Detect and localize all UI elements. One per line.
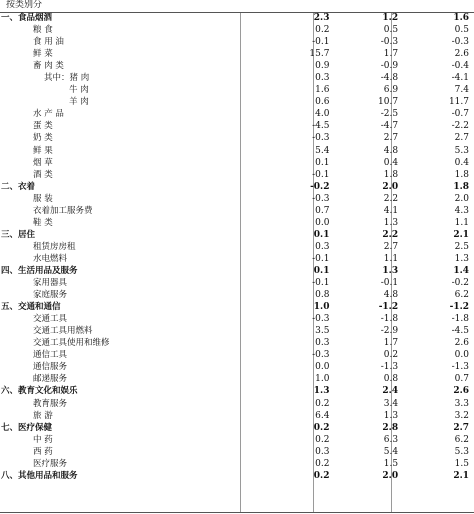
category-heading: 八、其他用品和服务 <box>1 470 78 481</box>
table-row <box>0 325 474 337</box>
item-label: 粮 食 <box>33 25 53 36</box>
value-cell: 2.7 <box>454 133 469 144</box>
value-cell: 15.7 <box>309 49 330 60</box>
value-cell: 1.3 <box>313 386 330 397</box>
value-cell: 6.2 <box>454 434 469 445</box>
table-row <box>0 337 474 349</box>
value-cell: 3.5 <box>315 326 330 337</box>
item-label: 羊 肉 <box>69 97 89 108</box>
table-row <box>0 289 474 301</box>
table-row <box>0 169 474 181</box>
table-row <box>0 301 474 313</box>
table-row <box>0 12 474 24</box>
table-row <box>0 108 474 120</box>
value-cell: -0.1 <box>312 253 330 264</box>
value-cell: -4.5 <box>312 121 330 132</box>
value-cell: 0.9 <box>315 61 330 72</box>
value-cell: 0.1 <box>313 229 330 240</box>
value-cell: 1.1 <box>383 253 399 264</box>
table-row <box>0 241 474 253</box>
value-cell: -0.9 <box>380 61 399 72</box>
item-label: 交通工具 <box>33 314 68 325</box>
table-row <box>0 84 474 96</box>
category-heading: 六、教育文化和娱乐 <box>1 386 78 397</box>
value-cell: 2.0 <box>382 470 399 481</box>
value-cell: -1.8 <box>380 314 399 325</box>
value-cell: 0.7 <box>454 374 469 385</box>
value-cell: 1.3 <box>382 266 399 276</box>
value-cell: -2.2 <box>451 121 469 132</box>
table-row <box>0 24 474 36</box>
value-cell: 0.1 <box>315 157 330 168</box>
value-cell: 1.3 <box>383 217 399 228</box>
item-label: 畜 肉 类 <box>33 61 64 72</box>
item-label: 旅 游 <box>33 410 53 421</box>
value-cell: 2.0 <box>382 181 399 192</box>
item-label: 奶 类 <box>33 133 53 144</box>
value-cell: 2.7 <box>383 133 399 144</box>
value-cell: 2.0 <box>454 193 469 204</box>
item-label: 服 装 <box>33 193 53 204</box>
table-body <box>0 12 474 482</box>
value-cell: 3.4 <box>383 398 399 409</box>
table-row <box>0 181 474 193</box>
value-cell: 0.5 <box>383 25 399 36</box>
value-cell: -1.3 <box>451 362 469 373</box>
value-cell: 1.2 <box>382 13 399 24</box>
value-cell: 0.2 <box>313 422 330 433</box>
value-cell: 1.8 <box>453 181 469 192</box>
value-cell: -0.2 <box>451 278 469 289</box>
table-row <box>0 72 474 84</box>
value-cell: 2.8 <box>382 422 399 433</box>
value-cell: -2.5 <box>380 109 399 120</box>
value-cell: 6.3 <box>383 434 399 445</box>
item-label: 鲜 果 <box>33 145 53 156</box>
value-cell: 1.5 <box>454 458 469 469</box>
table-row <box>0 422 474 434</box>
item-label: 租赁房房租 <box>33 241 76 252</box>
value-cell: 0.1 <box>313 266 330 276</box>
item-label: 通信工具 <box>33 350 68 361</box>
value-cell: -4.7 <box>380 121 399 132</box>
value-cell: 0.6 <box>315 97 330 108</box>
value-cell: -1.2 <box>449 302 469 313</box>
category-table <box>0 12 474 482</box>
value-cell: 4.8 <box>383 290 399 301</box>
value-cell: -0.2 <box>310 181 330 192</box>
value-cell: 0.3 <box>315 241 330 252</box>
value-cell: 2.6 <box>454 49 469 60</box>
table-row <box>0 145 474 157</box>
item-label: 水电燃料 <box>33 253 68 264</box>
value-cell: -4.8 <box>380 73 399 84</box>
value-cell: -0.4 <box>451 61 469 72</box>
value-cell: 1.6 <box>453 13 469 24</box>
value-cell: 4.1 <box>383 205 399 216</box>
value-cell: -0.3 <box>312 350 330 361</box>
table-header-label: 按类别分 <box>6 0 43 10</box>
table-row <box>0 120 474 132</box>
table-row <box>0 434 474 446</box>
value-cell: -0.3 <box>312 193 330 204</box>
value-cell: 0.8 <box>315 290 330 301</box>
item-label: 鲜 菜 <box>33 49 53 60</box>
category-heading: 四、生活用品及服务 <box>1 266 78 276</box>
value-cell: 1.7 <box>383 49 399 60</box>
value-cell: -0.3 <box>312 314 330 325</box>
value-cell: 1.3 <box>383 410 399 421</box>
item-label: 交通工具使用和维修 <box>33 338 110 349</box>
value-cell: 0.0 <box>315 217 330 228</box>
table-row <box>0 446 474 458</box>
item-label: 蛋 类 <box>33 121 53 132</box>
value-cell: 0.2 <box>315 25 330 36</box>
value-cell: 1.5 <box>383 458 399 469</box>
category-heading: 二、衣着 <box>1 181 36 192</box>
item-label: 鞋 类 <box>33 217 53 228</box>
value-cell: 11.7 <box>448 97 469 108</box>
value-cell: -0.3 <box>312 133 330 144</box>
table-row <box>0 410 474 422</box>
value-cell: 0.3 <box>315 73 330 84</box>
value-cell: 0.3 <box>315 446 330 457</box>
item-label: 其中：猪 肉 <box>44 73 90 84</box>
value-cell: 5.3 <box>454 446 469 457</box>
category-heading: 一、食品烟酒 <box>1 13 53 24</box>
value-cell: 0.0 <box>315 362 330 373</box>
value-cell: 10.7 <box>378 97 399 108</box>
value-cell: 0.4 <box>383 157 399 168</box>
value-cell: -2.9 <box>380 326 399 337</box>
value-cell: 4.3 <box>454 205 469 216</box>
category-heading: 五、交通和通信 <box>1 302 61 313</box>
table-row <box>0 349 474 361</box>
item-label: 交通工具用燃料 <box>33 326 93 337</box>
table-row <box>0 96 474 108</box>
value-cell: 4.8 <box>383 145 399 156</box>
table-row <box>0 193 474 205</box>
value-cell: -4.1 <box>451 73 469 84</box>
value-cell: 2.6 <box>454 338 469 349</box>
value-cell: -0.3 <box>451 37 469 48</box>
value-cell: 6.9 <box>383 85 399 96</box>
item-label: 医疗服务 <box>33 458 68 469</box>
item-label: 西 药 <box>33 446 53 457</box>
table-row <box>0 253 474 265</box>
table-row <box>0 398 474 410</box>
table-row <box>0 265 474 277</box>
value-cell: 2.7 <box>383 241 399 252</box>
value-cell: 1.7 <box>383 338 399 349</box>
item-label: 教育服务 <box>33 398 68 409</box>
value-cell: 2.7 <box>453 422 469 433</box>
value-cell: 5.3 <box>454 145 469 156</box>
table-row <box>0 458 474 470</box>
value-cell: 2.1 <box>453 229 469 240</box>
value-cell: 0.8 <box>383 374 399 385</box>
item-label: 食 用 油 <box>33 37 64 48</box>
table-row <box>0 217 474 229</box>
value-cell: 0.0 <box>454 350 469 361</box>
item-label: 通信服务 <box>33 362 68 373</box>
value-cell: 0.5 <box>454 25 469 36</box>
value-cell: 0.2 <box>313 470 330 481</box>
table-row <box>0 205 474 217</box>
value-cell: 2.1 <box>453 470 469 481</box>
item-label: 牛 肉 <box>69 85 89 96</box>
bottom-rule <box>0 512 474 513</box>
value-cell: 0.2 <box>315 434 330 445</box>
value-cell: 1.6 <box>315 85 330 96</box>
table-row <box>0 385 474 397</box>
value-cell: -4.5 <box>451 326 469 337</box>
item-label: 邮递服务 <box>33 374 68 385</box>
value-cell: -0.1 <box>380 278 399 289</box>
value-cell: 1.8 <box>454 169 469 180</box>
item-label: 家庭服务 <box>33 290 68 301</box>
table-row <box>0 36 474 48</box>
item-label: 酒 类 <box>33 169 53 180</box>
value-cell: 1.0 <box>313 302 330 313</box>
table-row <box>0 470 474 482</box>
value-cell: 6.2 <box>454 290 469 301</box>
category-heading: 三、居住 <box>1 229 36 240</box>
item-label: 家用器具 <box>33 278 68 289</box>
item-label: 烟 草 <box>33 157 53 168</box>
item-label: 中 药 <box>33 434 53 445</box>
value-cell: 3.3 <box>454 398 469 409</box>
value-cell: 2.6 <box>453 386 469 397</box>
value-cell: 0.2 <box>315 398 330 409</box>
value-cell: 1.8 <box>383 169 399 180</box>
value-cell: 0.3 <box>315 338 330 349</box>
value-cell: 2.2 <box>382 229 399 240</box>
table-row <box>0 48 474 60</box>
value-cell: 2.2 <box>383 193 399 204</box>
table-row <box>0 132 474 144</box>
value-cell: 0.4 <box>454 157 469 168</box>
value-cell: 3.2 <box>454 410 469 421</box>
value-cell: 4.0 <box>315 109 330 120</box>
value-cell: 6.4 <box>315 410 330 421</box>
value-cell: 2.5 <box>454 241 469 252</box>
table-row <box>0 60 474 72</box>
value-cell: 5.4 <box>383 446 399 457</box>
table-row <box>0 373 474 385</box>
value-cell: -0.3 <box>380 37 399 48</box>
value-cell: 0.2 <box>315 458 330 469</box>
item-label: 衣着加工服务费 <box>33 205 93 216</box>
value-cell: 7.4 <box>454 85 469 96</box>
value-cell: 1.4 <box>453 266 469 276</box>
value-cell: -0.7 <box>451 109 469 120</box>
value-cell: 2.3 <box>313 13 330 24</box>
value-cell: 0.2 <box>383 350 399 361</box>
table-row <box>0 361 474 373</box>
value-cell: 0.7 <box>315 205 330 216</box>
value-cell: -1.8 <box>451 314 469 325</box>
table-row <box>0 157 474 169</box>
value-cell: 1.0 <box>315 374 330 385</box>
category-heading: 七、医疗保健 <box>1 422 53 433</box>
value-cell: 1.1 <box>454 217 469 228</box>
item-label: 水 产 品 <box>33 109 64 120</box>
value-cell: -1.3 <box>380 362 399 373</box>
table-row <box>0 313 474 325</box>
value-cell: 2.4 <box>382 386 399 397</box>
value-cell: -0.1 <box>312 278 330 289</box>
table-row <box>0 229 474 241</box>
value-cell: 5.4 <box>315 145 330 156</box>
value-cell: -0.1 <box>312 169 330 180</box>
value-cell: 1.3 <box>454 253 469 264</box>
table-row <box>0 277 474 289</box>
value-cell: -0.1 <box>312 37 330 48</box>
value-cell: -1.2 <box>378 302 399 313</box>
